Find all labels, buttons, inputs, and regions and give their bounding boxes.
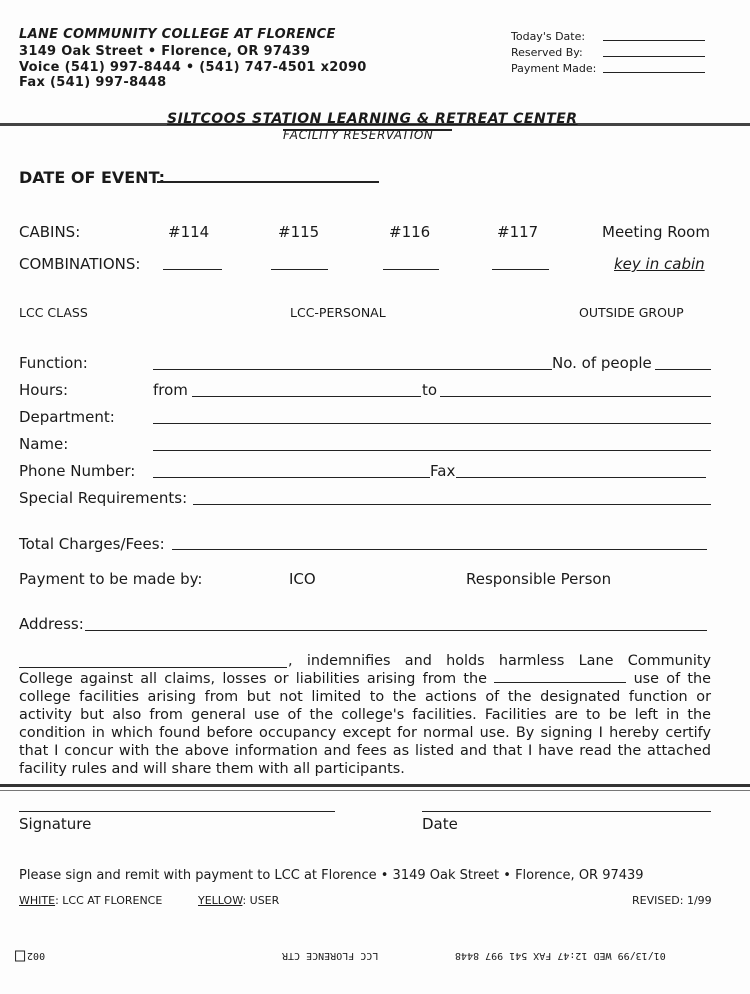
white-copy-note [19, 894, 162, 907]
function-field[interactable] [153, 369, 552, 370]
fax-label: Fax [430, 462, 456, 480]
special-requirements-field[interactable] [193, 504, 711, 505]
fax-header-sender: LCC FLORENCE CTR [282, 950, 379, 961]
agreement-part2: use of the college facilities arising from but not limited to the actions of the designated function or activity but also from general use of the college's facilities. Facilities are to be left in the condition in which found before occupancy except for normal use. By signing I hereby certify that I concur with the above information and fees as listed and that I have read the attached facility rules and will share them with all participants. [19, 671, 712, 777]
no-of-people-label: No. of people [552, 354, 652, 372]
white-copy-label: WHITE [19, 894, 56, 907]
cabin-116[interactable]: #116 [389, 223, 431, 241]
signature-label: Signature [19, 815, 92, 833]
responsible-person-option[interactable]: Responsible Person [466, 570, 612, 588]
cabin-115[interactable]: #115 [278, 223, 320, 241]
yellow-copy-text: : USER [242, 894, 280, 907]
phone-number-label: Phone Number: [19, 462, 136, 480]
no-of-people-field[interactable] [655, 369, 711, 370]
date-field[interactable] [422, 811, 711, 812]
reserved-by-field[interactable] [603, 56, 705, 57]
fax-page-number: 002 [27, 950, 46, 961]
date-label: Date [422, 815, 458, 833]
center-title: SILTCOOS STATION LEARNING & RETREAT CENTER [167, 111, 578, 127]
ico-option[interactable]: ICO [289, 570, 316, 588]
cabin-114[interactable]: #114 [168, 223, 210, 241]
white-copy-text: : LCC AT FLORENCE [55, 894, 163, 907]
from-label: from [153, 381, 188, 399]
fax-header-timestamp: 01/13/99 WED 12:47 FAX 541 997 8448 [455, 950, 666, 961]
combination-116-field[interactable] [383, 269, 439, 270]
agreement-use-blank[interactable] [494, 670, 626, 683]
remit-instructions: Please sign and remit with payment to LCC at Florence • 3149 Oak Street • Florence, OR 97439 [19, 868, 644, 883]
meeting-room[interactable]: Meeting Room [602, 223, 710, 241]
college-name: LANE COMMUNITY COLLEGE AT FLORENCE [19, 27, 336, 42]
form-title: FACILITY RESERVATION [283, 128, 434, 142]
hours-label: Hours: [19, 381, 68, 399]
total-charges-field[interactable] [172, 549, 707, 550]
hours-to-field[interactable] [440, 396, 711, 397]
college-voice: Voice (541) 997-8444 • (541) 747-4501 x2090 [19, 60, 367, 75]
address-field[interactable] [85, 630, 707, 631]
function-label: Function: [19, 354, 88, 372]
yellow-copy-label: YELLOW [198, 894, 243, 907]
combination-117-field[interactable] [492, 269, 549, 270]
date-of-event-label: DATE OF EVENT: [19, 168, 166, 187]
name-label: Name: [19, 435, 69, 453]
agreement-part1: , indemnifies and holds harmless Lane Community College against all claims, losses or liabilities arising from the [19, 653, 711, 687]
form-title-underline [283, 129, 452, 131]
yellow-copy-note [198, 894, 279, 907]
revised-note: REVISED: 1/99 [632, 894, 712, 907]
todays-date-label: Today's Date: [511, 30, 586, 43]
combinations-label: COMBINATIONS: [19, 255, 141, 273]
lcc-personal-option[interactable]: LCC-PERSONAL [290, 305, 386, 320]
agreement-paragraph [19, 652, 711, 778]
outside-group-option[interactable]: OUTSIDE GROUP [579, 305, 684, 320]
fax-page-icon [15, 951, 25, 962]
name-field[interactable] [153, 450, 711, 451]
payment-by-label: Payment to be made by: [19, 570, 203, 588]
cabin-117[interactable]: #117 [497, 223, 539, 241]
hours-from-field[interactable] [192, 396, 421, 397]
payment-made-field[interactable] [603, 72, 705, 73]
todays-date-field[interactable] [603, 40, 705, 41]
date-of-event-field[interactable] [157, 181, 379, 183]
phone-number-field[interactable] [153, 477, 430, 478]
combination-115-field[interactable] [271, 269, 328, 270]
total-charges-label: Total Charges/Fees: [19, 535, 165, 553]
payment-made-label: Payment Made: [511, 62, 597, 75]
fax-header-page [15, 950, 45, 962]
reserved-by-label: Reserved By: [511, 46, 583, 59]
lcc-class-option[interactable]: LCC CLASS [19, 305, 88, 320]
department-label: Department: [19, 408, 115, 426]
college-address: 3149 Oak Street • Florence, OR 97439 [19, 44, 311, 59]
special-requirements-label: Special Requirements: [19, 489, 188, 507]
department-field[interactable] [153, 423, 711, 424]
combination-114-field[interactable] [163, 269, 222, 270]
key-in-cabin-note: key in cabin [614, 255, 705, 273]
bottom-divider [0, 784, 750, 787]
bottom-divider-thin [0, 790, 750, 791]
fax-field[interactable] [456, 477, 706, 478]
college-fax: Fax (541) 997-8448 [19, 75, 167, 90]
to-label: to [422, 381, 438, 399]
address-label: Address: [19, 615, 84, 633]
cabins-label: CABINS: [19, 223, 81, 241]
signature-field[interactable] [19, 811, 335, 812]
